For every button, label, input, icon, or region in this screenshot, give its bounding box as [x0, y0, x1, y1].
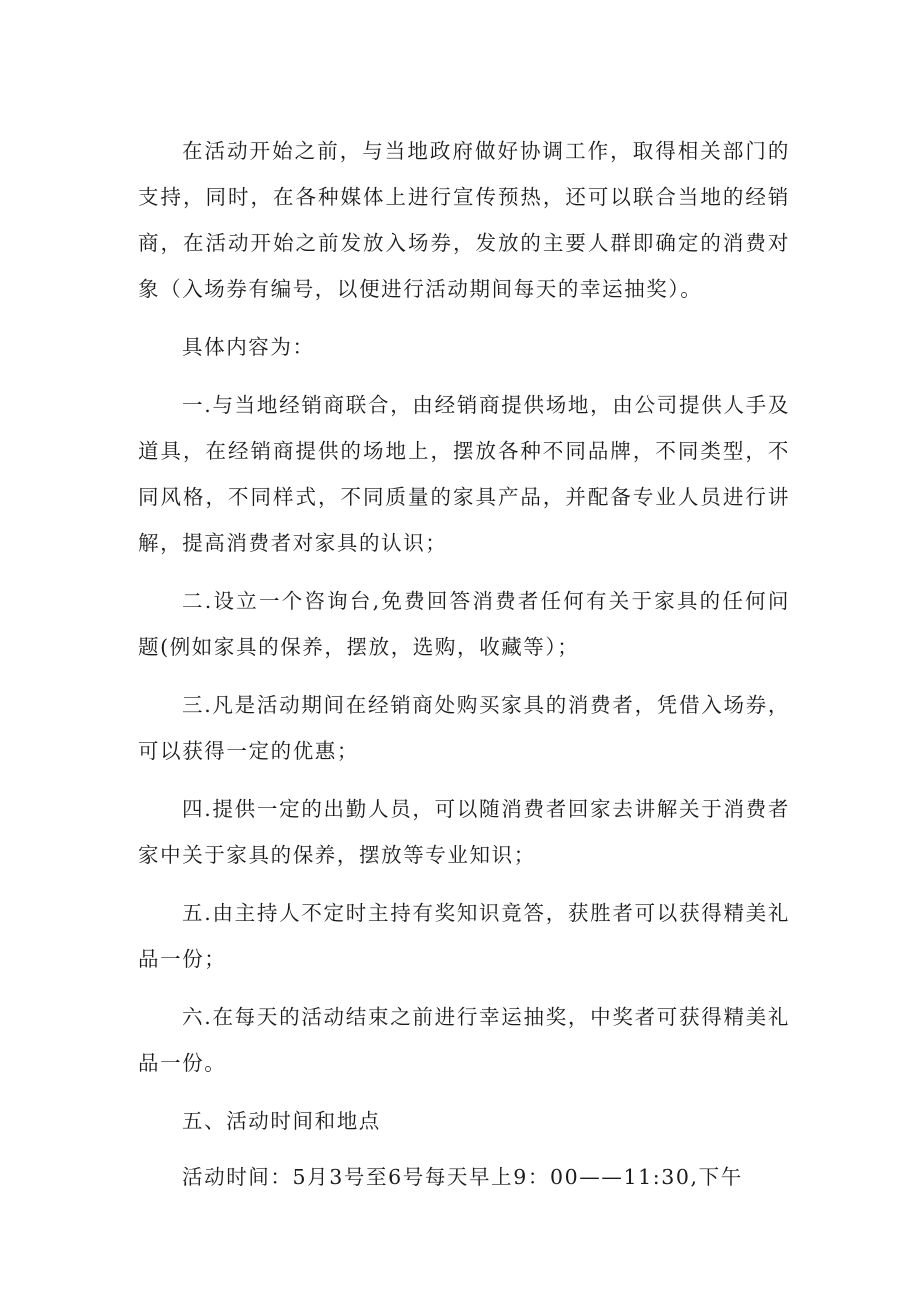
- paragraph-content-heading: 具体内容为：: [182, 335, 315, 359]
- paragraph-item-2: 二.设立一个咨询台,免费回答消费者任何有关于家具的任何问题(例如家具的保养，摆放，选购，收藏等）；: [138, 589, 790, 659]
- paragraph-item-4: 四.提供一定的出勤人员，可以随消费者回家去讲解关于消费者家中关于家具的保养，摆放等专业知识；: [138, 797, 790, 867]
- paragraph-item-6: 六.在每天的活动结束之前进行幸运抽奖，中奖者可获得精美礼品一份。: [138, 1005, 790, 1075]
- paragraph-intro: 在活动开始之前，与当地政府做好协调工作，取得相关部门的支持，同时，在各种媒体上进行宣传预热，还可以联合当地的经销商，在活动开始之前发放入场券，发放的主要人群即确定的消费对象（入场券有编号，以便进行活动期间每天的幸运抽奖）。: [138, 139, 790, 301]
- paragraph-item-3: 三.凡是活动期间在经销商处购买家具的消费者，凭借入场券，可以获得一定的优惠；: [138, 693, 790, 763]
- paragraph-item-5: 五.由主持人不定时主持有奖知识竟答，获胜者可以获得精美礼品一份；: [138, 901, 790, 971]
- paragraph-item-1: 一.与当地经销商联合，由经销商提供场地，由公司提供人手及道具，在经销商提供的场地上，摆放各种不同品牌，不同类型，不同风格，不同样式，不同质量的家具产品，并配备专业人员进行讲解，提高消费者对家具的认识；: [138, 393, 790, 555]
- section-heading-time-place: 五、活动时间和地点: [182, 1109, 381, 1133]
- paragraph-event-time: 活动时间：5月3号至6号每天早上9：00——11:30,下午: [182, 1165, 743, 1189]
- document-body: [138, 128, 790, 1212]
